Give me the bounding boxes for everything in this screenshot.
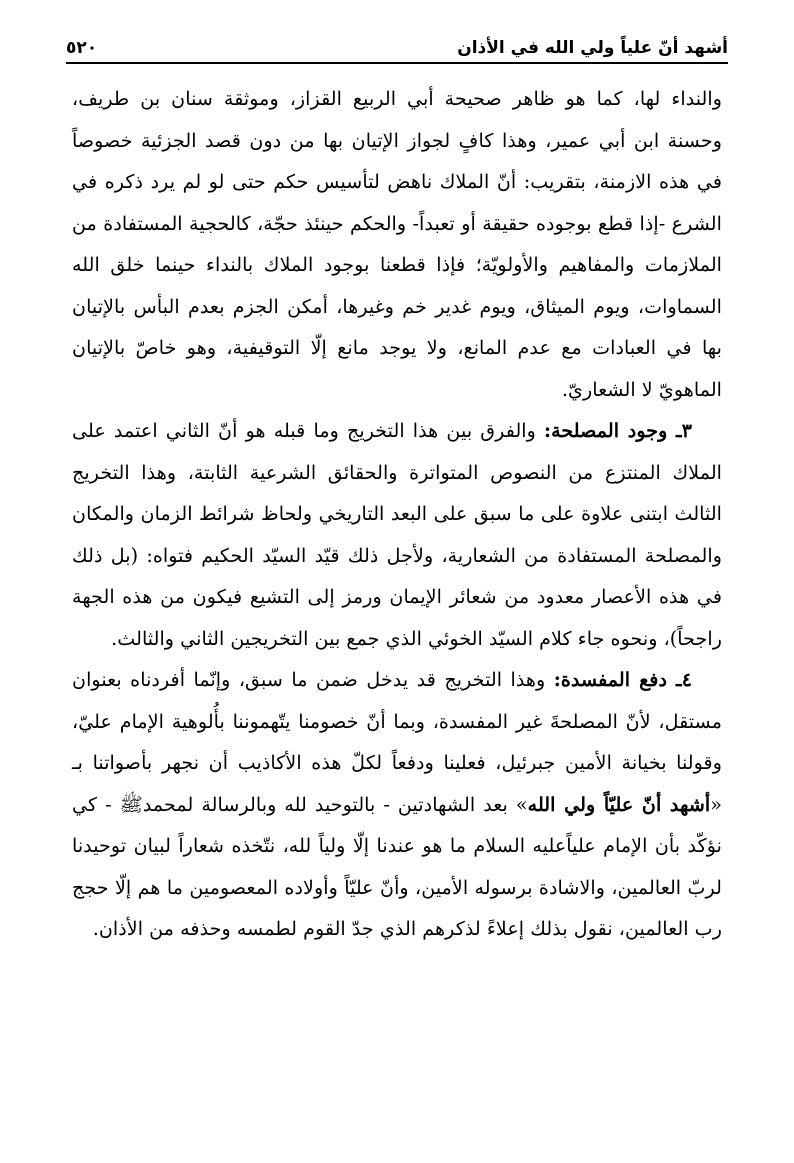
paragraph-1: والنداء لها، كما هو ظاهر صحيحة أبي الربيع القزاز، وموثقة سنان بن طريف، وحسنة ابن أبي عمير، وهذا كافٍ لجواز الإتيان بها من دون قصد الجزئية خصوصاً في هذه الازمنة، بتقريب: أنّ الملاك ناهض لتأسيس حكم حتى لو لم يرد ذكره في الشرع -إذا قطع بوجوده حقيقة أو تعبداً- والحكم حينئذ حجّة، كالحجية المستفادة من الملازمات والمفاهيم والأولويّة؛ فإذا قطعنا بوجود الملاك بالنداء حينما خلق الله السماوات، ويوم الميثاق، ويوم غدير خم وغيرها، أمكن الجزم بعدم البأس بالإتيان بها في العبادات مع عدم المانع، ولا يوجد مانع إلّا التوقيفية، وهو خاصّ بالإتيان الماهويّ لا الشعاريّ. [72, 87, 722, 401]
quoted-phrase: أشهد أنّ عليّاً ولي الله [527, 792, 711, 816]
section-heading-4: ٤ـ دفع المفسدة: [553, 668, 692, 691]
page-number: ٥٢٠ [66, 38, 98, 58]
paragraph-3-text-b: » بعد الشهادتين - بالتوحيد لله وبالرسالة لمحمدﷺ - كي نؤكّد بأن الإمام علياًعليه السلام ما هو عندنا إلّا ولياً لله، نتّخذه شعاراً لبيان توحيدنا لربّ العالمين، والاشادة برسوله الأمين، وأنّ عليّاً وأولاده المعصومين ما هم إلّا حجج رب العالمين، نقول بذلك إعلاءً لذكرهم الذي جدّ القوم لطمسه وحذفه من الأذان. [72, 792, 722, 940]
paragraph-3 [72, 659, 722, 950]
body-text [72, 78, 722, 950]
header-title: أشهد أنّ علياً ولي الله في الأذان [457, 38, 728, 58]
paragraph-2 [72, 410, 722, 659]
section-heading-3: ٣ـ وجود المصلحة: [544, 419, 692, 442]
paragraph-2-text: والفرق بين هذا التخريج وما قبله هو أنّ الثاني اعتمد على الملاك المنتزع من النصوص المتواترة والحقائق الشرعية الثابتة، وهذا التخريج الثالث ابتنى علاوة على ما سبق على البعد التاريخي ولحاظ شرائط الزمان والمكان والمصلحة المستفادة من الشعارية، ولأجل ذلك قيّد السيّد الحكيم فتواه: (بل ذلك في هذه الأعصار معدود من شعائر الإيمان ورمز إلى التشيع فيكون من هذه الجهة راجحاً)، ونحوه جاء كلام السيّد الخوئي الذي جمع بين التخريجين الثاني والثالث. [72, 419, 722, 650]
paragraph-3-text-a: وهذا التخريج قد يدخل ضمن ما سبق، وإنّما أفردناه بعنوان مستقل، لأنّ المصلحةَ غير المفسدة، وبما أنّ خصومنا يتّهموننا بأُلوهية الإمام عليّ، وقولنا بخيانة الأمين جبرئيل، فعلينا ودفعاً لكلّ هذه الأكاذيب أن نجهر بأصواتنا بـ « [72, 668, 723, 816]
running-header [66, 26, 728, 64]
